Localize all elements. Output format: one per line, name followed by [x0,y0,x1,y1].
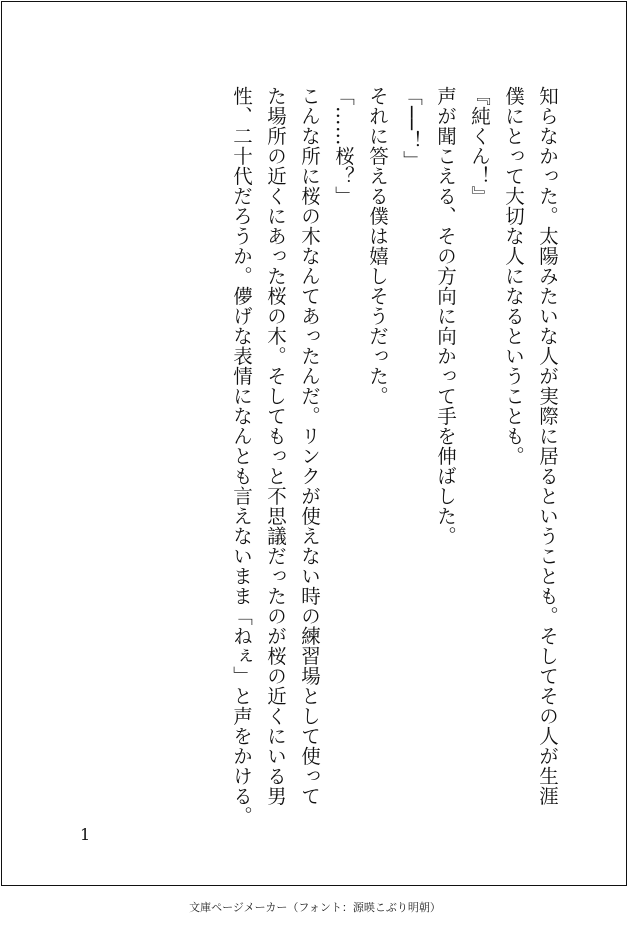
text-line: 声が聞こえる、その方向に向かって手を伸ばした。 [434,86,457,546]
text-line: 性、二十代だろうか。儚げな表情になんとも言えないまま「ねぇ」と声をかける。 [230,86,253,826]
text-line: 僕にとって大切な人になるということも。 [502,86,525,466]
text-line: こんな所に桜の木なんてあったんだ。リンクが使えない時の練習場として使って [298,86,321,806]
text-line: 「──！」 [400,86,423,171]
text-line: た場所の近くにあった桜の木。そしてもっと不思議だったのが桜の近くにいる男 [264,86,287,806]
text-line: 知らなかった。太陽みたいな人が実際に居るということも。そしてその人が生涯 [536,86,559,806]
book-page [1,1,627,886]
text-line: 「……桜？」 [332,86,355,206]
vertical-text-body [224,86,564,826]
footer-caption: 文庫ページメーカー（フォント：源暎こぶり明朝） [189,901,441,914]
text-line: それに答える僕は嬉しそうだった。 [366,86,389,406]
text-line: 『純くん！』 [468,86,491,206]
page-number: 1 [80,825,91,844]
